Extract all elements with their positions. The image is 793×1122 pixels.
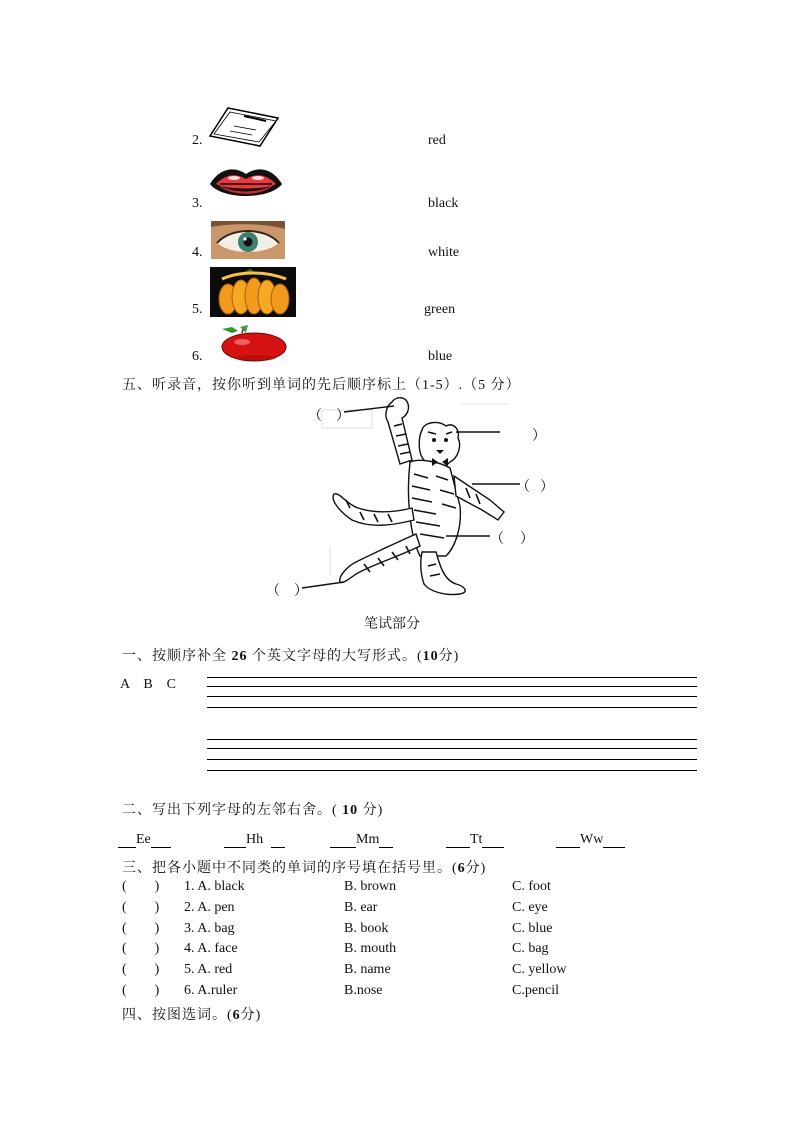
neighbor-item[interactable]: Ee — [118, 832, 171, 848]
answer-paren-close: ） — [540, 480, 554, 495]
answer-paren-close: ） — [520, 532, 534, 547]
option-a: 1. A. black — [184, 879, 245, 894]
option-b: B. brown — [344, 879, 397, 894]
answer-blank[interactable]: ( ) — [122, 962, 160, 977]
answer-paren-close: ） — [336, 409, 350, 424]
option-b: B. mouth — [344, 941, 397, 956]
apple-icon — [212, 325, 288, 363]
question-row — [122, 941, 682, 961]
answer-paren-open: （ — [266, 584, 280, 599]
neighbor-item[interactable]: Tt — [446, 832, 504, 848]
eye-icon — [211, 221, 285, 259]
lips-icon — [208, 164, 284, 204]
option-c: C. foot — [512, 879, 551, 894]
option-a: 3. A. bag — [184, 921, 235, 936]
notebook-icon — [208, 106, 280, 148]
answer-blank[interactable]: ( ) — [122, 879, 160, 894]
answer-blank[interactable]: ( ) — [122, 900, 160, 915]
neighbor-item[interactable]: Hh — [224, 832, 285, 848]
question-row — [122, 962, 682, 982]
section4-heading: 四、按图选词。(6分) — [122, 1008, 262, 1023]
answer-paren-open: （ — [516, 480, 530, 495]
answer-paren-open: （ — [308, 409, 322, 424]
color-word: white — [428, 245, 460, 260]
option-c: C. eye — [512, 900, 548, 915]
item-number: 2. — [192, 133, 203, 148]
option-b: B. name — [344, 962, 391, 977]
neighbor-item[interactable]: Mm — [330, 832, 393, 848]
option-a: 6. A.ruler — [184, 983, 238, 998]
answer-paren-close: ） — [532, 429, 546, 444]
option-a: 4. A. face — [184, 941, 238, 956]
option-b: B. book — [344, 921, 389, 936]
tiger-figure — [260, 396, 560, 602]
color-word: blue — [428, 349, 453, 364]
neighbor-item[interactable]: Ww — [556, 832, 625, 848]
written-part-title: 笔试部分 — [364, 617, 420, 632]
section5-heading: 五、听录音，按你听到单词的先后顺序标上（1-5）.（5 分） — [122, 378, 521, 393]
option-a: 2. A. pen — [184, 900, 235, 915]
color-word: red — [428, 133, 446, 148]
answer-blank[interactable]: ( ) — [122, 941, 160, 956]
bananas-icon — [210, 267, 296, 317]
option-a: 5. A. red — [184, 962, 233, 977]
color-word: green — [424, 302, 456, 317]
answer-paren-open: （ — [490, 532, 504, 547]
option-b: B.nose — [344, 983, 383, 998]
item-number: 4. — [192, 245, 203, 260]
option-c: C. yellow — [512, 962, 567, 977]
start-letters: A B C — [120, 677, 177, 692]
item-number: 6. — [192, 349, 203, 364]
section3-heading: 三、把各小题中不同类的单词的序号填在括号里。(6分) — [122, 861, 487, 876]
answer-paren-close: ） — [294, 584, 308, 599]
question-row — [122, 879, 682, 899]
option-c: C. blue — [512, 921, 553, 936]
question-row — [122, 921, 682, 941]
answer-blank[interactable]: ( ) — [122, 921, 160, 936]
color-word: black — [428, 196, 459, 211]
item-number: 3. — [192, 196, 203, 211]
item-number: 5. — [192, 302, 203, 317]
option-c: C. bag — [512, 941, 549, 956]
option-b: B. ear — [344, 900, 378, 915]
answer-blank[interactable]: ( ) — [122, 983, 160, 998]
question-row — [122, 983, 682, 1003]
question-row — [122, 900, 682, 920]
section1-heading: 一、按顺序补全 26 个英文字母的大写形式。(10分) — [122, 649, 460, 664]
section2-heading: 二、写出下列字母的左邻右舍。( 10 分) — [122, 803, 384, 818]
option-c: C.pencil — [512, 983, 560, 998]
